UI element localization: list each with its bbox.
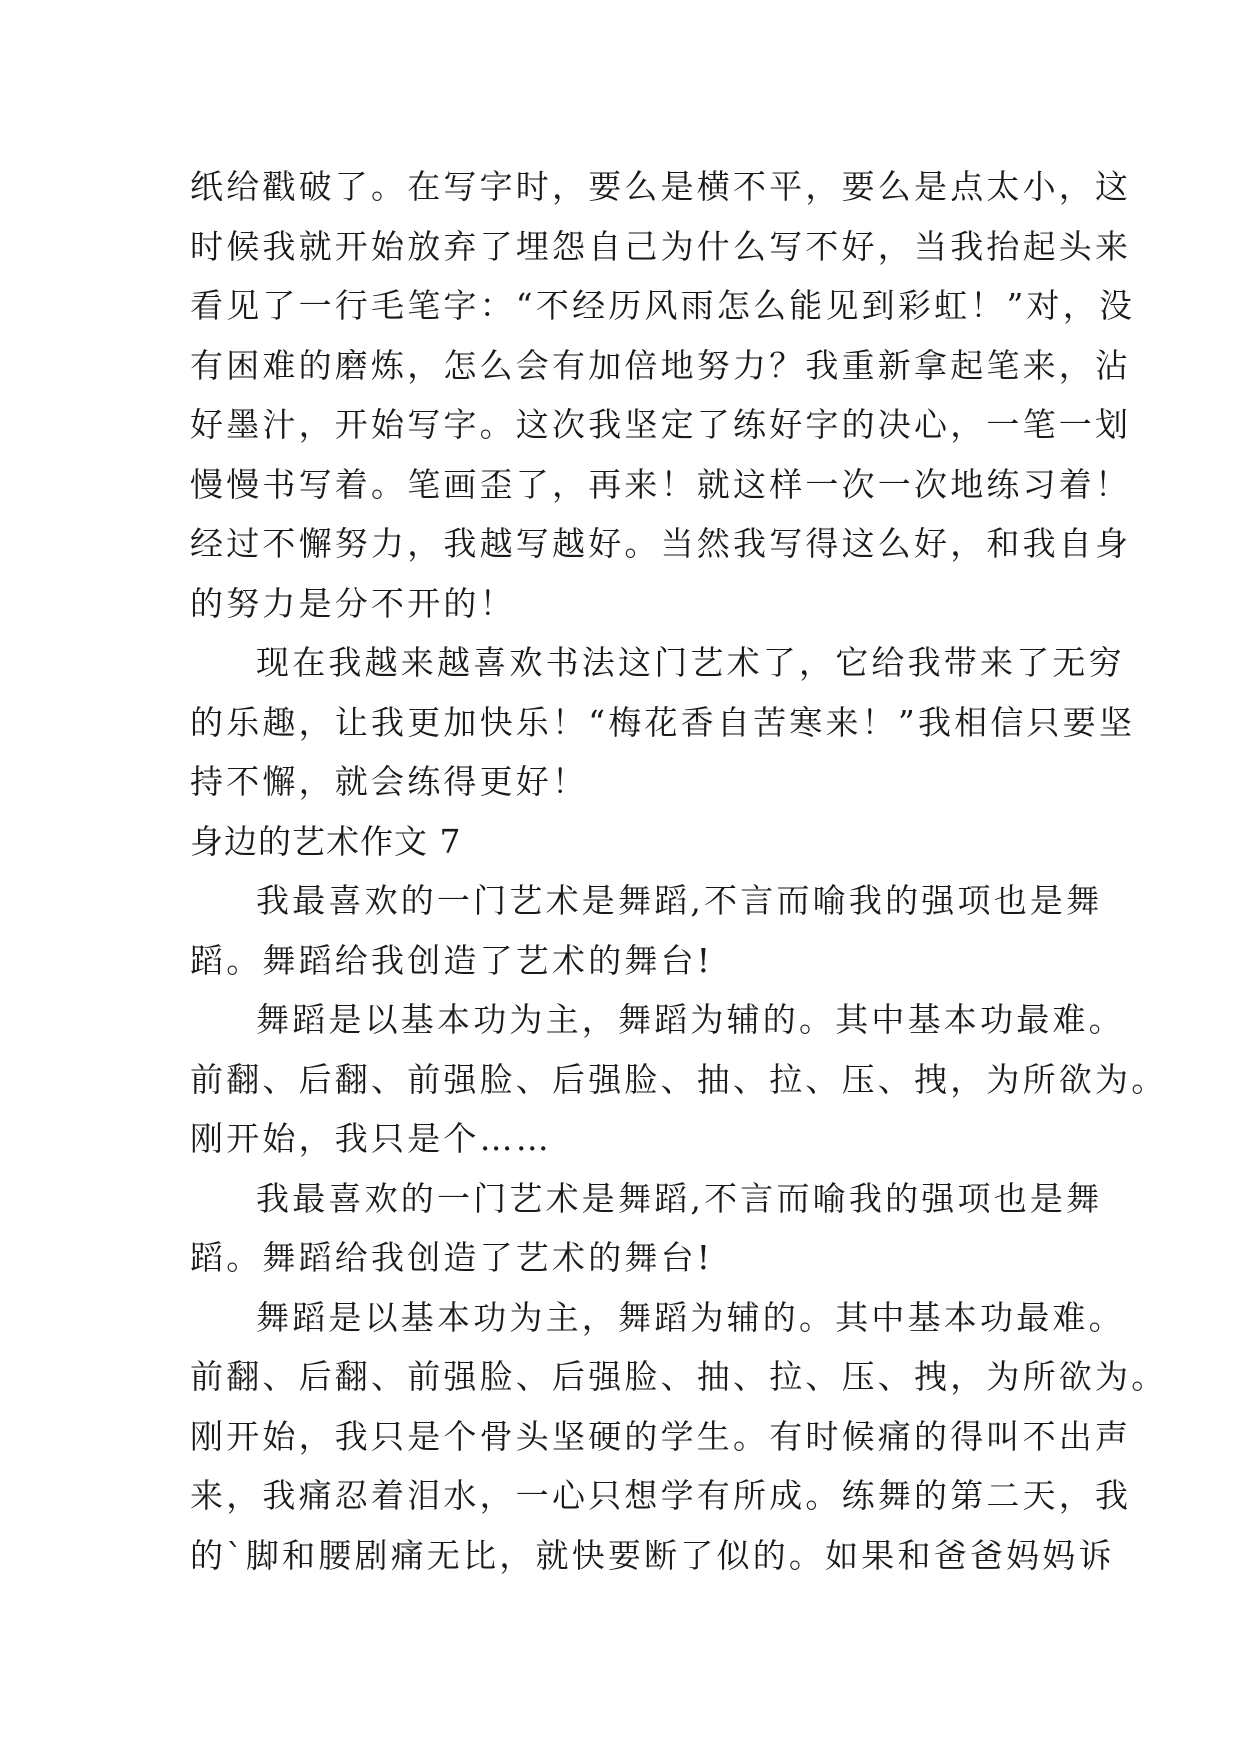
- section-heading: 身边的艺术作文 7: [190, 821, 462, 861]
- paragraph-start-line: 舞蹈是以基本功为主，舞蹈为辅的。其中基本功最难。: [256, 1297, 1125, 1337]
- text-line: 的`脚和腰剧痛无比，就快要断了似的。如果和爸爸妈妈诉: [190, 1535, 1115, 1575]
- paragraph-start-line: 我最喜欢的一门艺术是舞蹈,不言而喻我的强项也是舞: [256, 1178, 1103, 1218]
- text-line: 刚开始，我只是个骨头坚硬的学生。有时候痛的得叫不出声: [190, 1416, 1132, 1456]
- text-line: 好墨汁，开始写字。这次我坚定了练好字的决心，一笔一划: [190, 405, 1132, 444]
- text-line: 慢慢书写着。笔画歪了，再来！就这样一次一次地练习着！: [190, 464, 1132, 504]
- text-line: 刚开始，我只是个……: [190, 1119, 552, 1158]
- text-line: 蹈。舞蹈给我创造了艺术的舞台!: [190, 940, 714, 980]
- text-line: 的乐趣，让我更加快乐！“梅花香自苦寒来！”我相信只要坚: [190, 702, 1136, 742]
- text-line: 时候我就开始放弃了埋怨自己为什么写不好，当我抬起头来: [190, 226, 1132, 266]
- text-line: 看见了一行毛笔字：“不经历风雨怎么能见到彩虹！”对，没: [190, 286, 1136, 325]
- text-line: 纸给戳破了。在写字时，要么是横不平，要么是点太小，这: [190, 167, 1132, 206]
- paragraph-start-line: 现在我越来越喜欢书法这门艺术了，它给我带来了无穷: [256, 643, 1125, 682]
- text-line: 蹈。舞蹈给我创造了艺术的舞台!: [190, 1238, 714, 1277]
- text-line: 来，我痛忍着泪水，一心只想学有所成。练舞的第二天，我: [190, 1476, 1132, 1515]
- paragraph-start-line: 舞蹈是以基本功为主，舞蹈为辅的。其中基本功最难。: [256, 1000, 1125, 1039]
- text-line: 经过不懈努力，我越写越好。当然我写得这么好，和我自身: [190, 524, 1132, 563]
- text-line: 有困难的磨炼，怎么会有加倍地努力？我重新拿起笔来，沾: [190, 345, 1132, 385]
- text-line: 前翻、后翻、前强脸、后强脸、抽、拉、压、拽，为所欲为。: [190, 1357, 1168, 1396]
- text-line: 的努力是分不开的！: [190, 583, 516, 623]
- paragraph-start-line: 我最喜欢的一门艺术是舞蹈,不言而喻我的强项也是舞: [256, 881, 1103, 920]
- document-body: [190, 157, 1168, 1585]
- text-line: 前翻、后翻、前强脸、后强脸、抽、拉、压、拽，为所欲为。: [190, 1059, 1168, 1099]
- text-line: 持不懈，就会练得更好！: [190, 762, 589, 801]
